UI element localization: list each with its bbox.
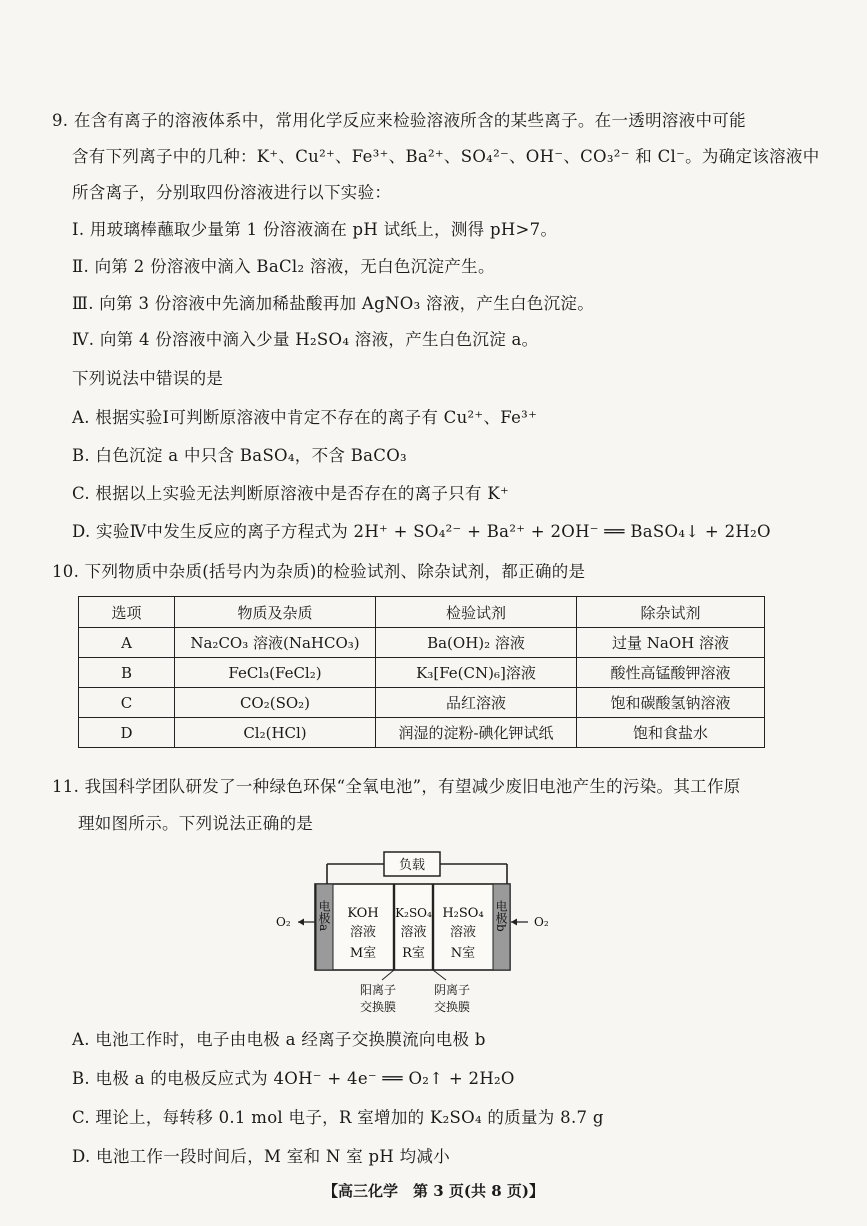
table-cell: D: [79, 718, 175, 748]
table-cell: Cl₂(HCl): [175, 718, 376, 748]
load-label: 负载: [398, 858, 426, 873]
q10-stem: 10. 下列物质中杂质(括号内为杂质)的检验试剂、除杂试剂，都正确的是: [52, 562, 586, 581]
o2-right-label: O₂: [534, 915, 549, 929]
electrode-b-label: 电极b: [494, 900, 508, 932]
table-cell: Ba(OH)₂ 溶液: [376, 628, 577, 658]
table-cell: A: [79, 628, 175, 658]
page-footer: 【高三化学 第 3 页(共 8 页)】: [323, 1182, 544, 1200]
chamber-r-name: R室: [402, 946, 425, 961]
q9-prompt: 下列说法中错误的是: [72, 369, 224, 388]
electrode-a-label: 电极a: [317, 900, 331, 932]
anion-membrane-label-2: 交换膜: [433, 1000, 471, 1014]
q11-option-c: C. 理论上，每转移 0.1 mol 电子，R 室增加的 K₂SO₄ 的质量为 8.7 g: [72, 1108, 604, 1127]
cation-membrane-label-1: 阳离子: [359, 983, 397, 997]
q9-option-c: C. 根据以上实验无法判断原溶液中是否存在的离子只有 K⁺: [72, 484, 510, 503]
q10-table: [78, 596, 765, 748]
table-cell: 品红溶液: [376, 688, 577, 718]
table-header-row: [79, 597, 765, 628]
table-row: [79, 718, 765, 748]
table-cell: 过量 NaOH 溶液: [577, 628, 765, 658]
cation-membrane-label-2: 交换膜: [359, 1000, 397, 1014]
chamber-m-solute: KOH: [347, 906, 379, 921]
chamber-m-solution: 溶液: [349, 925, 377, 940]
table-header: 检验试剂: [376, 597, 577, 628]
q11-option-a: A. 电池工作时，电子由电极 a 经离子交换膜流向电极 b: [72, 1030, 486, 1049]
table-header: 选项: [79, 597, 175, 628]
table-cell: K₃[Fe(CN)₆]溶液: [376, 658, 577, 688]
table-header: 除杂试剂: [577, 597, 765, 628]
table-cell: 饱和食盐水: [577, 718, 765, 748]
q11-option-b: B. 电极 a 的电极反应式为 4OH⁻ + 4e⁻ ══ O₂↑ + 2H₂O: [72, 1069, 515, 1088]
table-header: 物质及杂质: [175, 597, 376, 628]
q9-experiment-3: Ⅲ. 向第 3 份溶液中先滴加稀盐酸再加 AgNO₃ 溶液，产生白色沉淀。: [72, 294, 595, 313]
table-cell: Na₂CO₃ 溶液(NaHCO₃): [175, 628, 376, 658]
q9-option-b: B. 白色沉淀 a 中只含 BaSO₄，不含 BaCO₃: [72, 446, 407, 465]
table-cell: 饱和碳酸氢钠溶液: [577, 688, 765, 718]
table-cell: FeCl₃(FeCl₂): [175, 658, 376, 688]
chamber-n-solution: 溶液: [449, 925, 477, 940]
q9-experiment-2: Ⅱ. 向第 2 份溶液中滴入 BaCl₂ 溶液，无白色沉淀产生。: [72, 257, 495, 276]
table-cell: CO₂(SO₂): [175, 688, 376, 718]
table-cell: B: [79, 658, 175, 688]
q9-experiment-1: Ⅰ. 用玻璃棒蘸取少量第 1 份溶液滴在 pH 试纸上，测得 pH>7。: [72, 220, 558, 239]
chamber-n-solute: H₂SO₄: [442, 906, 484, 921]
table-row: [79, 628, 765, 658]
q9-experiment-4: Ⅳ. 向第 4 份溶液中滴入少量 H₂SO₄ 溶液，产生白色沉淀 a。: [72, 330, 539, 349]
battery-diagram: [272, 846, 592, 1018]
q9-option-d: D. 实验Ⅳ中发生反应的离子方程式为 2H⁺ + SO₄²⁻ + Ba²⁺ + 2OH⁻ ══ BaSO₄↓ + 2H₂O: [72, 522, 771, 541]
q9-option-a: A. 根据实验Ⅰ可判断原溶液中肯定不存在的离子有 Cu²⁺、Fe³⁺: [72, 408, 538, 427]
q11-option-d: D. 电池工作一段时间后，M 室和 N 室 pH 均减小: [72, 1147, 451, 1166]
chamber-r-solution: 溶液: [400, 925, 427, 940]
o2-left-label: O₂: [276, 915, 291, 929]
table-cell: 润湿的淀粉-碘化钾试纸: [376, 718, 577, 748]
q9-line-3: 所含离子，分别取四份溶液进行以下实验：: [72, 183, 392, 202]
chamber-m-name: M室: [349, 946, 377, 961]
table-cell: C: [79, 688, 175, 718]
table-row: [79, 658, 765, 688]
chamber-r-solute: K₂SO₄: [395, 906, 432, 920]
anion-membrane-label-1: 阴离子: [433, 983, 471, 997]
table-row: [79, 688, 765, 718]
q9-line-2: 含有下列离子中的几种：K⁺、Cu²⁺、Fe³⁺、Ba²⁺、SO₄²⁻、OH⁻、CO₃²⁻ 和 Cl⁻。为确定该溶液中: [72, 147, 820, 166]
q9-line-1: 9. 在含有离子的溶液体系中，常用化学反应来检验溶液所含的某些离子。在一透明溶液中可能: [52, 111, 746, 130]
q11-stem-line-1: 11. 我国科学团队研发了一种绿色环保“全氧电池”，有望减少废旧电池产生的污染。其工作原: [52, 777, 741, 796]
q11-stem-line-2: 理如图所示。下列说法正确的是: [78, 814, 314, 833]
table-cell: 酸性高锰酸钾溶液: [577, 658, 765, 688]
chamber-n-name: N室: [450, 946, 476, 961]
